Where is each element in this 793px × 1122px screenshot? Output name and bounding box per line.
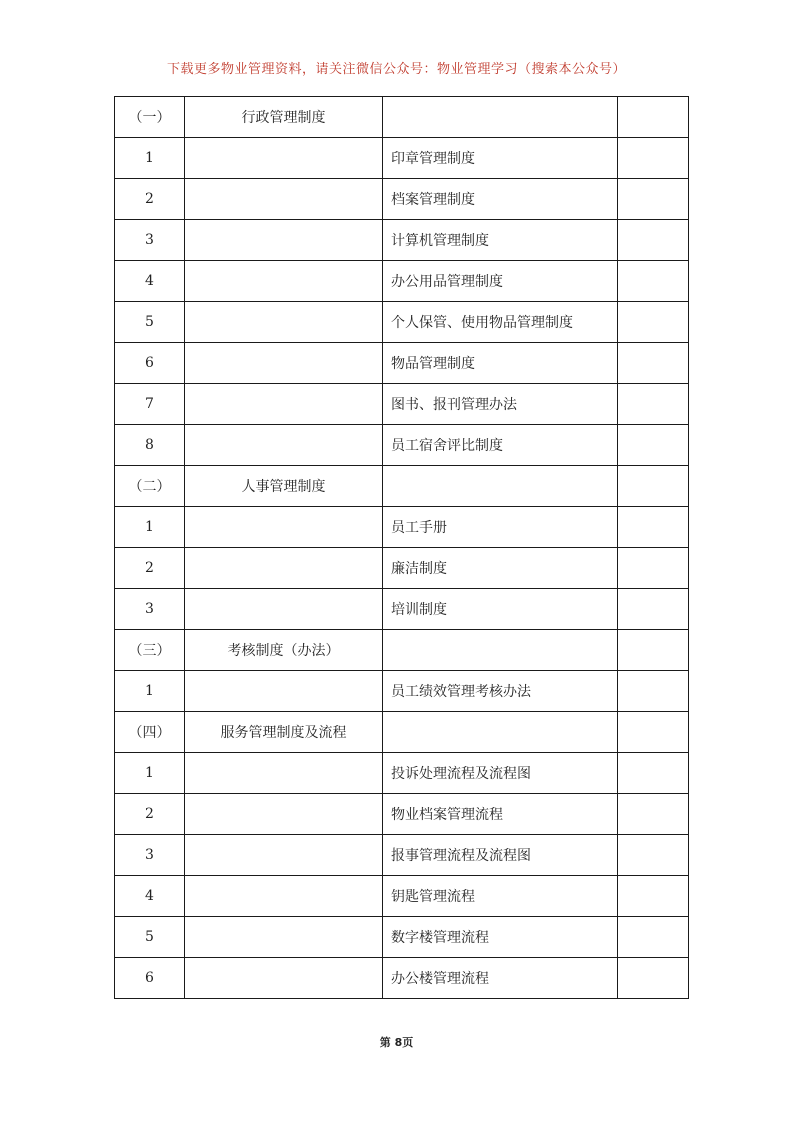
- category-cell: [185, 179, 383, 220]
- notes-cell: [618, 630, 689, 671]
- item-name-cell: 投诉处理流程及流程图: [383, 753, 618, 794]
- table-row: [115, 466, 689, 507]
- category-cell: [185, 343, 383, 384]
- notes-cell: [618, 753, 689, 794]
- category-cell: 人事管理制度: [185, 466, 383, 507]
- notes-cell: [618, 261, 689, 302]
- table-row: [115, 835, 689, 876]
- item-name-cell: 办公楼管理流程: [383, 958, 618, 999]
- row-number-cell: （一）: [115, 97, 185, 138]
- notes-cell: [618, 466, 689, 507]
- table-row: [115, 343, 689, 384]
- row-number-cell: （三）: [115, 630, 185, 671]
- table-row: [115, 384, 689, 425]
- item-name-cell: 档案管理制度: [383, 179, 618, 220]
- row-number-cell: 8: [115, 425, 185, 466]
- category-cell: [185, 220, 383, 261]
- item-name-cell: [383, 712, 618, 753]
- row-number-cell: 3: [115, 589, 185, 630]
- category-cell: [185, 261, 383, 302]
- notes-cell: [618, 589, 689, 630]
- row-number-cell: 1: [115, 671, 185, 712]
- item-name-cell: 办公用品管理制度: [383, 261, 618, 302]
- table-row: [115, 671, 689, 712]
- notes-cell: [618, 138, 689, 179]
- table-row: [115, 220, 689, 261]
- notes-cell: [618, 97, 689, 138]
- row-number-cell: 5: [115, 917, 185, 958]
- item-name-cell: [383, 97, 618, 138]
- category-cell: [185, 794, 383, 835]
- row-number-cell: 2: [115, 794, 185, 835]
- category-cell: [185, 507, 383, 548]
- notes-cell: [618, 671, 689, 712]
- table-row: [115, 261, 689, 302]
- item-name-cell: [383, 466, 618, 507]
- table-row: [115, 794, 689, 835]
- notes-cell: [618, 876, 689, 917]
- table-row: [115, 712, 689, 753]
- table-row: [115, 507, 689, 548]
- table-row: [115, 138, 689, 179]
- category-cell: [185, 753, 383, 794]
- row-number-cell: 5: [115, 302, 185, 343]
- row-number-cell: 7: [115, 384, 185, 425]
- item-name-cell: 数字楼管理流程: [383, 917, 618, 958]
- category-cell: 服务管理制度及流程: [185, 712, 383, 753]
- row-number-cell: 4: [115, 876, 185, 917]
- item-name-cell: 员工宿舍评比制度: [383, 425, 618, 466]
- category-cell: [185, 958, 383, 999]
- category-cell: [185, 138, 383, 179]
- notes-cell: [618, 712, 689, 753]
- category-cell: [185, 917, 383, 958]
- category-cell: 行政管理制度: [185, 97, 383, 138]
- notes-cell: [618, 917, 689, 958]
- table-row: [115, 917, 689, 958]
- table-row: [115, 876, 689, 917]
- table-row: [115, 589, 689, 630]
- item-name-cell: [383, 630, 618, 671]
- item-name-cell: 员工绩效管理考核办法: [383, 671, 618, 712]
- item-name-cell: 培训制度: [383, 589, 618, 630]
- notes-cell: [618, 794, 689, 835]
- item-name-cell: 图书、报刊管理办法: [383, 384, 618, 425]
- notes-cell: [618, 507, 689, 548]
- notes-cell: [618, 302, 689, 343]
- category-cell: [185, 835, 383, 876]
- item-name-cell: 计算机管理制度: [383, 220, 618, 261]
- category-cell: [185, 548, 383, 589]
- row-number-cell: （四）: [115, 712, 185, 753]
- row-number-cell: 1: [115, 507, 185, 548]
- table-row: [115, 179, 689, 220]
- category-cell: 考核制度（办法）: [185, 630, 383, 671]
- category-cell: [185, 876, 383, 917]
- category-cell: [185, 671, 383, 712]
- table-row: [115, 958, 689, 999]
- row-number-cell: 6: [115, 958, 185, 999]
- page-number: 第 8页: [379, 1036, 414, 1049]
- header-note: 下载更多物业管理资料，请关注微信公众号：物业管理学习（搜索本公众号）: [166, 62, 626, 77]
- notes-cell: [618, 179, 689, 220]
- row-number-cell: 6: [115, 343, 185, 384]
- row-number-cell: （二）: [115, 466, 185, 507]
- table-row: [115, 302, 689, 343]
- row-number-cell: 4: [115, 261, 185, 302]
- notes-cell: [618, 958, 689, 999]
- row-number-cell: 2: [115, 548, 185, 589]
- table-row: [115, 753, 689, 794]
- notes-cell: [618, 835, 689, 876]
- item-name-cell: 物业档案管理流程: [383, 794, 618, 835]
- item-name-cell: 印章管理制度: [383, 138, 618, 179]
- item-name-cell: 钥匙管理流程: [383, 876, 618, 917]
- row-number-cell: 2: [115, 179, 185, 220]
- table-row: [115, 425, 689, 466]
- table-body: [115, 97, 689, 999]
- table-row: [115, 548, 689, 589]
- category-cell: [185, 425, 383, 466]
- notes-cell: [618, 343, 689, 384]
- notes-cell: [618, 384, 689, 425]
- item-name-cell: 物品管理制度: [383, 343, 618, 384]
- row-number-cell: 1: [115, 138, 185, 179]
- row-number-cell: 3: [115, 220, 185, 261]
- item-name-cell: 廉洁制度: [383, 548, 618, 589]
- item-name-cell: 个人保管、使用物品管理制度: [383, 302, 618, 343]
- notes-cell: [618, 220, 689, 261]
- category-cell: [185, 384, 383, 425]
- item-name-cell: 报事管理流程及流程图: [383, 835, 618, 876]
- table-row: [115, 97, 689, 138]
- category-cell: [185, 589, 383, 630]
- regulations-table: [114, 96, 689, 999]
- table-row: [115, 630, 689, 671]
- notes-cell: [618, 425, 689, 466]
- notes-cell: [618, 548, 689, 589]
- item-name-cell: 员工手册: [383, 507, 618, 548]
- row-number-cell: 3: [115, 835, 185, 876]
- row-number-cell: 1: [115, 753, 185, 794]
- category-cell: [185, 302, 383, 343]
